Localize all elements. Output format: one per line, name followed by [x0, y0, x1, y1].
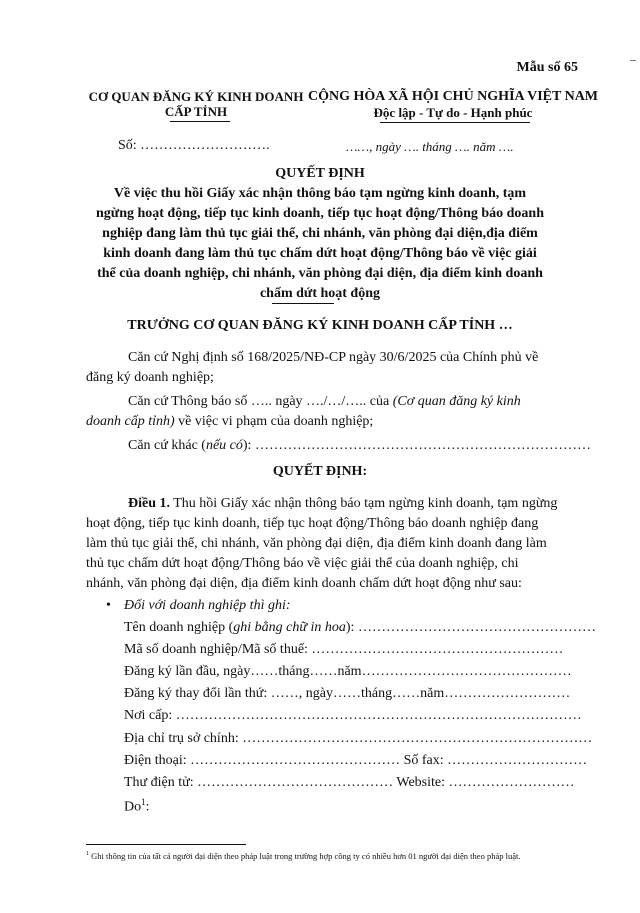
document-title: QUYẾT ĐỊNH — [275, 166, 365, 181]
field-issued-by: Nơi cấp: …………………………………………………………………………… — [124, 708, 582, 723]
bullet-icon: • — [106, 598, 111, 613]
article-1-line-1: Điều 1. Thu hồi Giấy xác nhận thông báo tạm ngừng kinh doanh, tạm ngừng — [128, 496, 558, 511]
field-phone-fax: Điện thoại: ……………………………………… Số fax: ………………………… — [124, 753, 588, 768]
agency-name-line2: CẤP TỈNH — [164, 104, 228, 119]
article-1-line-5: nhánh, văn phòng đại diện, địa điểm kinh doanh chấm dứt hoạt động như sau: — [86, 576, 522, 591]
field-representative: Do$^1$: — [124, 797, 150, 815]
basis-1-line-1: Căn cứ Nghị định số 168/2025/NĐ-CP ngày 30/6/2025 của Chính phủ về — [128, 350, 539, 365]
article-1-line-4: thủ tục chấm dứt hoạt động/Thông báo về việc giải thể của doanh nghiệp, chi — [86, 556, 519, 571]
field-email-website: Thư điện tử: …………………………………… Website: ……………………… — [124, 775, 575, 790]
field-change-registration: Đăng ký thay đổi lần thứ: ……, ngày……tháng……năm……………………… — [124, 686, 571, 701]
field-enterprise-name: Tên doanh nghiệp (ghi bằng chữ in hoa): …………………………………………… — [124, 620, 596, 635]
subject-line-1: Về việc thu hồi Giấy xác nhận thông báo tạm ngừng kinh doanh, tạm — [113, 186, 527, 201]
article-1-line-2: hoạt động, tiếp tục kinh doanh, tiếp tục hoạt động/Thông báo doanh nghiệp đang — [86, 516, 539, 531]
subject-line-3: nghiệp đang làm thủ tục giải thể, chi nhánh, văn phòng đại diện,địa điểm — [102, 226, 538, 241]
subject-line-5: thể của doanh nghiệp, chi nhánh, văn phòng đại diện, địa điểm kinh doanh — [97, 266, 543, 281]
basis-2-line-1: Căn cứ Thông báo số ….. ngày …./…/….. của (Cơ quan đăng ký kinh — [128, 394, 521, 409]
subject-underline — [272, 303, 334, 304]
footnote: $^1$ Ghi thông tin của tất cả người đại diện theo pháp luật trong trường hợp công ty có nhiều hơn 01 người đại diện theo pháp luật. — [86, 851, 521, 861]
enterprise-bullet: Đối với doanh nghiệp thì ghi: — [124, 598, 291, 613]
agency-name-line1: CƠ QUAN ĐĂNG KÝ KINH DOANH — [88, 89, 304, 104]
margin-mark — [630, 60, 636, 61]
footnote-ref: 1 — [141, 797, 146, 807]
article-1-line-3: làm thủ tục giải thể, chi nhánh, văn phòng đại diện, địa điểm kinh doanh đang làm — [86, 536, 547, 551]
subject-line-6: chấm dứt hoạt động — [259, 286, 381, 301]
basis-1-line-2: đăng ký doanh nghiệp; — [86, 370, 214, 385]
field-enterprise-code: Mã số doanh nghiệp/Mã số thuế: ……………………………………………… — [124, 642, 564, 657]
document-date: ……, ngày …. tháng …. năm …. — [346, 139, 514, 154]
document-number: Số: ………………………. — [118, 138, 270, 153]
basis-3: Căn cứ khác (nếu có): ……………………………………………………………… — [128, 438, 591, 453]
subject-line-4: kinh doanh đang làm thủ tục chấm dứt hoạt động/Thông báo về việc giải — [103, 246, 537, 261]
decision-heading: QUYẾT ĐỊNH: — [272, 464, 368, 479]
national-title: CỘNG HÒA XÃ HỘI CHỦ NGHĨA VIỆT NAM — [308, 89, 599, 104]
field-head-office-address: Địa chỉ trụ sở chính: ………………………………………………………………… — [124, 731, 593, 746]
footnote-separator — [86, 844, 246, 845]
agency-underline — [170, 121, 230, 122]
form-code: Mẫu số 65 — [516, 60, 578, 75]
national-motto: Độc lập - Tự do - Hạnh phúc — [373, 105, 533, 120]
basis-2-line-2: doanh cấp tỉnh) về việc vi phạm của doanh nghiệp; — [86, 414, 374, 429]
field-first-registration: Đăng ký lần đầu, ngày……tháng……năm……………………………………… — [124, 664, 572, 679]
motto-underline — [380, 122, 530, 123]
authority-heading: TRƯỞNG CƠ QUAN ĐĂNG KÝ KINH DOANH CẤP TỈNH … — [127, 318, 513, 333]
subject-line-2: ngừng hoạt động, tiếp tục kinh doanh, tiếp tục hoạt động/Thông báo doanh — [96, 206, 544, 221]
